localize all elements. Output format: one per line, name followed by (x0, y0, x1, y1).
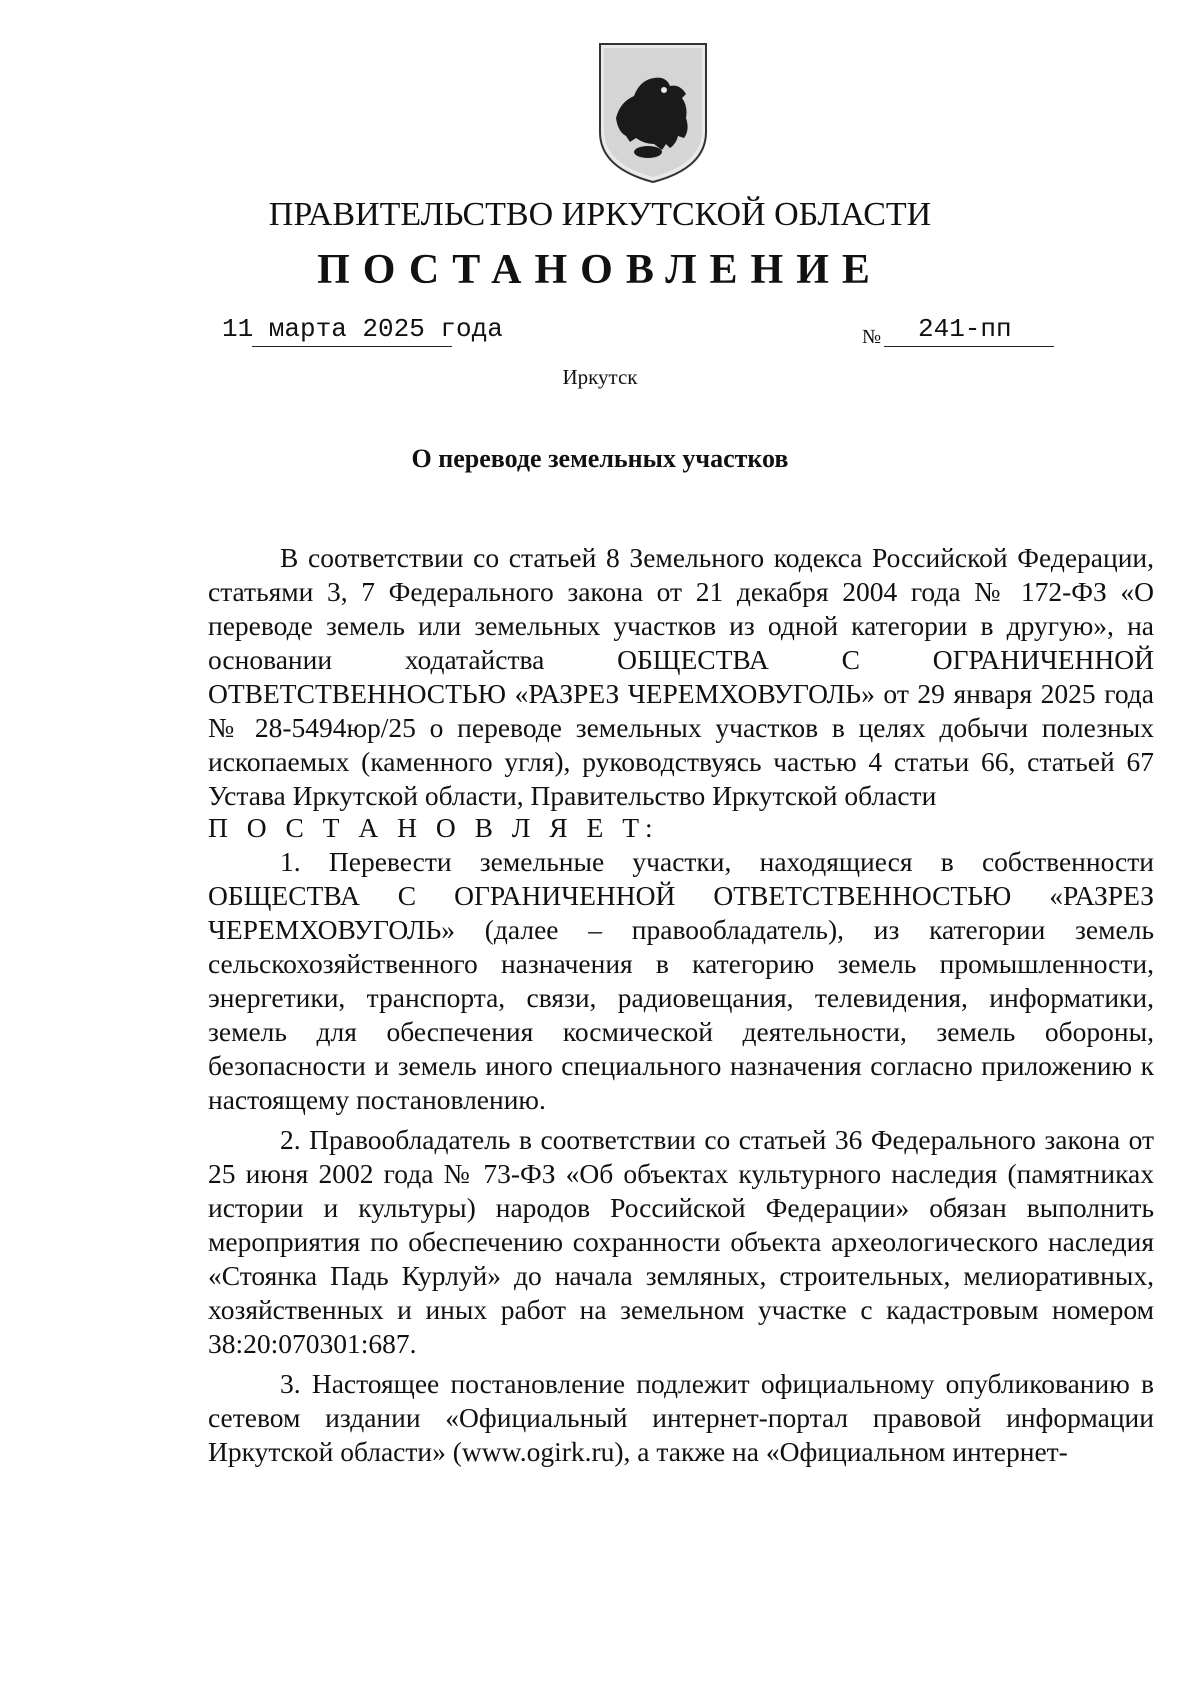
item-paragraph-3: 3. Настоящее постановление подлежит официальному опубликованию в сетевом издании «Официальный интернет-портал правовой информации Иркутской области» (www.ogirk.ru), а также на «Официальном интернет- (208, 1368, 1154, 1467)
item-paragraph-1: 1. Перевести земельные участки, находящиеся в собственности ОБЩЕСТВА С ОГРАНИЧЕННОЙ ОТВЕТСТВЕННОСТЬЮ «РАЗРЕЗ ЧЕРЕМХОВУГОЛЬ» (далее – правообладатель), из категории земель сельскохозяйственного назначения в категорию земель промышленности, энергетики, транспорта, связи, радиовещания, телевидения, информатики, земель для обеспечения космической деятельности, земель обороны, безопасности и земель иного специального назначения согласно приложению к настоящему постановлению. (208, 846, 1154, 1115)
document-type: ПОСТАНОВЛЕНИЕ (317, 247, 883, 293)
date-underline (252, 346, 452, 347)
item-paragraph-2: 2. Правообладатель в соответствии со статьей 36 Федерального закона от 25 июня 2002 года № 73-ФЗ «Об объектах культурного наследия (памятниках истории и культуры) народов Российской Федерации» обязан выполнить мероприятия по обеспечению сохранности объекта археологического наследия «Стоянка Падь Курлуй» до начала земляных, строительных, мелиоративных, хозяйственных и иных работ на земельном участке с кадастровым номером 38:20:070301:687. (208, 1124, 1154, 1359)
document-body (208, 541, 1154, 1469)
coat-of-arms-emblem (596, 40, 710, 186)
government-name: ПРАВИТЕЛЬСТВО ИРКУТСКОЙ ОБЛАСТИ (268, 196, 932, 233)
resolves-heading: П О С Т А Н О В Л Я Е Т: (208, 812, 659, 843)
document-date: 11 марта 2025 года (222, 314, 503, 344)
number-underline (884, 346, 1054, 347)
preamble-paragraph: В соответствии со статьей 8 Земельного кодекса Российской Федерации, статьями 3, 7 Федерального закона от 21 декабря 2004 года № 172-ФЗ «О переводе земель или земельных участков из одной категории в другую», на основании ходатайства ОБЩЕСТВА С ОГРАНИЧЕННОЙ ОТВЕТСТВЕННОСТЬЮ «РАЗРЕЗ ЧЕРЕМХОВУГОЛЬ» от 29 января 2025 года № 28-5494юр/25 о переводе земельных участков в целях добычи полезных ископаемых (каменного угля), руководствуясь частью 4 статьи 66, статьей 67 Устава Иркутской области, Правительство Иркутской области (208, 542, 1154, 811)
document-number: 241-пп (918, 314, 1012, 344)
city-name: Иркутск (562, 365, 638, 389)
number-sign: № (862, 326, 882, 348)
document-title: О переводе земельных участков (411, 444, 789, 473)
